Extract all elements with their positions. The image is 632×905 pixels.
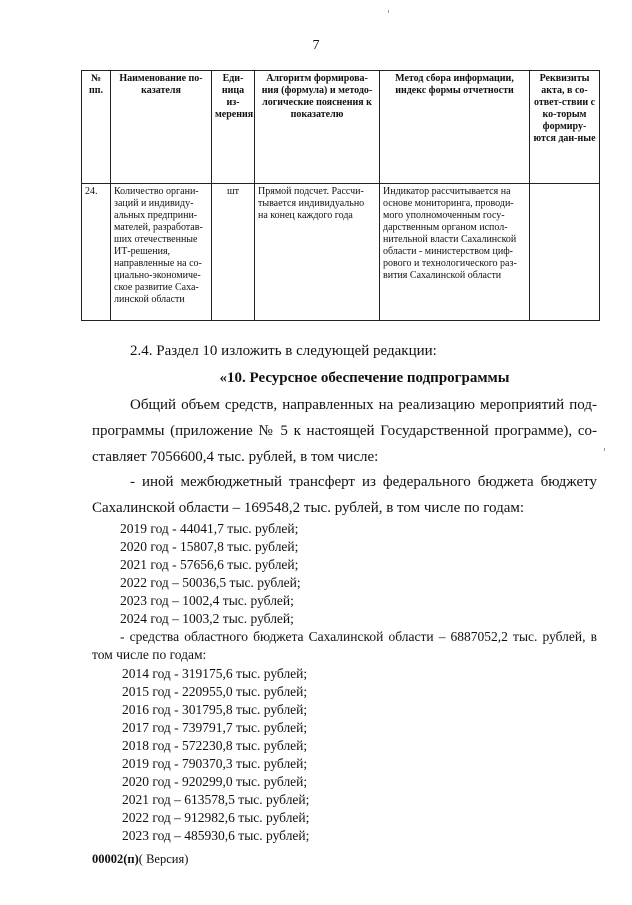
- page-number: 7: [312, 38, 320, 53]
- header-method: Метод сбора информации, индекс формы отчетности: [380, 71, 530, 184]
- cell-requisites: [530, 184, 600, 321]
- regional-years-list: [92, 665, 627, 845]
- list-item: 2019 год - 44041,7 тыс. рублей;: [120, 521, 299, 536]
- list-item: 2016 год - 301795,8 тыс. рублей;: [122, 702, 308, 717]
- list-item: 2023 год – 1002,4 тыс. рублей;: [120, 593, 294, 608]
- header-unit: Еди-ница из-мерения: [212, 71, 255, 184]
- cell-indicator-name: Количество органи-заций и индивиду-альных предприни-мателей, разработав-ших отечественные ИТ-решения, направленные на со-циально-экономиче-ское развитие Саха-линской области: [111, 184, 212, 321]
- list-item: 2014 год - 319175,6 тыс. рублей;: [122, 666, 308, 681]
- table-row: [82, 184, 600, 321]
- federal-years-list: [92, 520, 625, 628]
- list-item: 2022 год – 50036,5 тыс. рублей;: [120, 575, 301, 590]
- list-item: 2024 год – 1003,2 тыс. рублей;: [120, 611, 294, 626]
- indicator-table: [81, 70, 600, 321]
- footer-version: ( Версия): [138, 852, 189, 866]
- list-item: 2023 год – 485930,6 тыс. рублей;: [122, 828, 310, 843]
- table-header-row: [82, 71, 600, 184]
- paragraph-federal-transfer: - иной межбюджетный трансферт из федерального бюджета бюджету Сахалинской области – 169548,2 тыс. рублей, в том числе по годам:: [92, 474, 597, 516]
- paragraph-total-volume: Общий объем средств, направленных на реализацию мероприятий под-программы (приложение № 5 к настоящей Государственной программе), со-ставляет 7056600,4 тыс. рублей, в том числе:: [92, 397, 597, 465]
- list-item: 2020 год - 15807,8 тыс. рублей;: [120, 539, 299, 554]
- footer-code: 00002(п): [92, 852, 139, 866]
- cell-method: Индикатор рассчитывается на основе мониторинга, проводи-мого уполномоченным госу-дарственным органом испол-нительной власти Сахалинской области - министерством циф-рового и технологического раз-вития Сахалинской области: [380, 184, 530, 321]
- paragraph-regional-budget: - средства областного бюджета Сахалинской области – 6887052,2 тыс. рублей, в том числе по годам:: [92, 629, 597, 662]
- section-instruction: 2.4. Раздел 10 изложить в следующей редакции:: [130, 343, 437, 359]
- list-item: 2015 год - 220955,0 тыс. рублей;: [122, 684, 308, 699]
- document-footer: [92, 852, 188, 867]
- cell-unit: шт: [212, 184, 255, 321]
- header-indicator-name: Наименование по-казателя: [111, 71, 212, 184]
- list-item: 2021 год – 613578,5 тыс. рублей;: [122, 792, 310, 807]
- header-algorithm: Алгоритм формирова-ния (формула) и методо-логические пояснения к показателю: [255, 71, 380, 184]
- section-heading: «10. Ресурсное обеспечение подпрограммы: [219, 370, 510, 386]
- list-item: 2019 год - 790370,3 тыс. рублей;: [122, 756, 308, 771]
- list-item: 2020 год - 920299,0 тыс. рублей;: [122, 774, 308, 789]
- list-item: 2022 год – 912982,6 тыс. рублей;: [122, 810, 310, 825]
- cell-number: 24.: [82, 184, 111, 321]
- scan-mark: [604, 448, 605, 451]
- list-item: 2021 год - 57656,6 тыс. рублей;: [120, 557, 299, 572]
- list-item: 2018 год - 572230,8 тыс. рублей;: [122, 738, 308, 753]
- cell-algorithm: Прямой подсчет. Рассчи-тывается индивидуально на конец каждого года: [255, 184, 380, 321]
- scan-mark: [388, 10, 389, 13]
- list-item: 2017 год - 739791,7 тыс. рублей;: [122, 720, 308, 735]
- header-requisites: Реквизиты акта, в со-ответ-ствии с ко-торым формиру-ются дан-ные: [530, 71, 600, 184]
- header-number: № пп.: [82, 71, 111, 184]
